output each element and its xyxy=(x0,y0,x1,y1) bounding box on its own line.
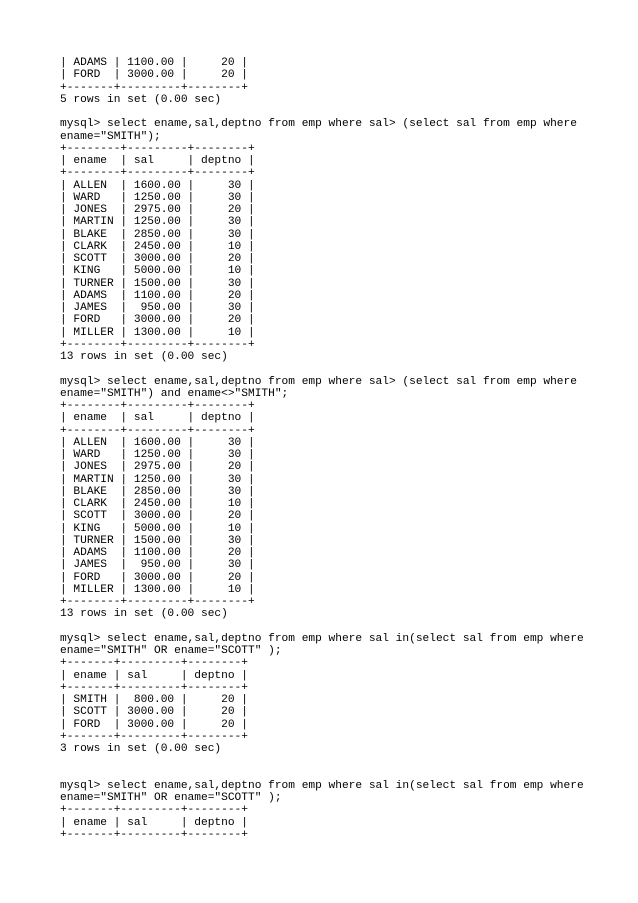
output-line: | ename | sal | deptno | xyxy=(60,816,248,829)
output-line: | ALLEN | 1600.00 | 30 | xyxy=(60,436,255,449)
output-line: | ename | sal | deptno | xyxy=(60,155,255,167)
output-line: | MILLER | 1300.00 | 10 | xyxy=(60,326,255,339)
output-line: mysql> select ename,sal,deptno from emp where sal in(select sal from emp where xyxy=(60,779,584,792)
query-block xyxy=(60,118,620,363)
output-line: +--------+---------+--------+ xyxy=(60,167,255,180)
output-line: +-------+---------+--------+ xyxy=(60,828,248,841)
output-line: +--------+---------+--------+ xyxy=(60,400,255,412)
blank-line xyxy=(60,768,620,780)
output-line: | MILLER | 1300.00 | 10 | xyxy=(60,583,255,596)
output-line: | KING | 5000.00 | 10 | xyxy=(60,265,255,278)
blank-line xyxy=(60,621,620,633)
output-line: 13 rows in set (0.00 sec) xyxy=(60,608,228,621)
output-line: | MARTIN | 1250.00 | 30 | xyxy=(60,473,255,486)
query-block xyxy=(60,57,620,106)
output-line: +-------+---------+--------+ xyxy=(60,657,248,670)
output-line: 3 rows in set (0.00 sec) xyxy=(60,743,222,755)
output-line: mysql> select ename,sal,deptno from emp where sal> (select sal from emp where xyxy=(60,375,577,388)
output-line: ename="SMITH"); xyxy=(60,130,161,143)
output-line: 5 rows in set (0.00 sec) xyxy=(60,93,222,106)
output-line: | SMITH | 800.00 | 20 | xyxy=(60,694,248,706)
output-line: | FORD | 3000.00 | 20 | xyxy=(60,718,248,731)
output-line: | FORD | 3000.00 | 20 | xyxy=(60,69,248,82)
output-line: | JONES | 2975.00 | 20 | xyxy=(60,204,255,216)
output-line: | BLAKE | 2850.00 | 30 | xyxy=(60,228,255,241)
query-block xyxy=(60,376,620,621)
output-line: | ADAMS | 1100.00 | 20 | xyxy=(60,289,255,302)
output-line: +-------+---------+--------+ xyxy=(60,681,248,694)
output-line: ename="SMITH") and ename<>"SMITH"; xyxy=(60,387,289,400)
output-line: | ADAMS | 1100.00 | 20 | xyxy=(60,547,255,559)
output-line: | TURNER | 1500.00 | 30 | xyxy=(60,534,255,547)
output-line: | ALLEN | 1600.00 | 30 | xyxy=(60,179,255,192)
query-output-blocks xyxy=(60,57,620,841)
output-line: | JAMES | 950.00 | 30 | xyxy=(60,302,255,314)
output-line: ename="SMITH" OR ename="SCOTT" ); xyxy=(60,645,282,657)
output-line: +--------+---------+--------+ xyxy=(60,142,255,155)
output-line: mysql> select ename,sal,deptno from emp where sal> (select sal from emp where xyxy=(60,118,577,131)
query-block xyxy=(60,780,620,841)
blank-line xyxy=(60,106,620,118)
output-line: | ename | sal | deptno | xyxy=(60,669,248,682)
output-line: +-------+---------+--------+ xyxy=(60,730,248,743)
output-line: 13 rows in set (0.00 sec) xyxy=(60,351,228,363)
output-line: +-------+---------+--------+ xyxy=(60,81,248,94)
blank-line xyxy=(60,755,620,767)
output-line: mysql> select ename,sal,deptno from emp where sal in(select sal from emp where xyxy=(60,632,584,645)
output-line: | ADAMS | 1100.00 | 20 | xyxy=(60,57,248,69)
output-line: | CLARK | 2450.00 | 10 | xyxy=(60,240,255,253)
output-line: +--------+---------+--------+ xyxy=(60,424,255,437)
output-line: +--------+---------+--------+ xyxy=(60,596,255,608)
query-block xyxy=(60,633,620,756)
output-line: | MARTIN | 1250.00 | 30 | xyxy=(60,216,255,229)
terminal-transcript-page xyxy=(60,57,620,841)
output-line: | KING | 5000.00 | 10 | xyxy=(60,522,255,535)
output-line: | CLARK | 2450.00 | 10 | xyxy=(60,498,255,510)
output-line: | SCOTT | 3000.00 | 20 | xyxy=(60,706,248,719)
output-line: | FORD | 3000.00 | 20 | xyxy=(60,314,255,327)
output-line: | WARD | 1250.00 | 30 | xyxy=(60,449,255,461)
output-line: | JAMES | 950.00 | 30 | xyxy=(60,559,255,572)
output-line: | ename | sal | deptno | xyxy=(60,412,255,425)
output-line: ename="SMITH" OR ename="SCOTT" ); xyxy=(60,792,282,804)
output-line: | FORD | 3000.00 | 20 | xyxy=(60,571,255,584)
output-line: | SCOTT | 3000.00 | 20 | xyxy=(60,253,255,265)
output-line: +--------+---------+--------+ xyxy=(60,338,255,351)
output-line: | BLAKE | 2850.00 | 30 | xyxy=(60,485,255,498)
blank-line xyxy=(60,363,620,375)
output-line: | SCOTT | 3000.00 | 20 | xyxy=(60,510,255,523)
output-line: | JONES | 2975.00 | 20 | xyxy=(60,461,255,474)
output-line: | TURNER | 1500.00 | 30 | xyxy=(60,277,255,290)
output-line: | WARD | 1250.00 | 30 | xyxy=(60,191,255,204)
output-line: +-------+---------+--------+ xyxy=(60,804,248,817)
